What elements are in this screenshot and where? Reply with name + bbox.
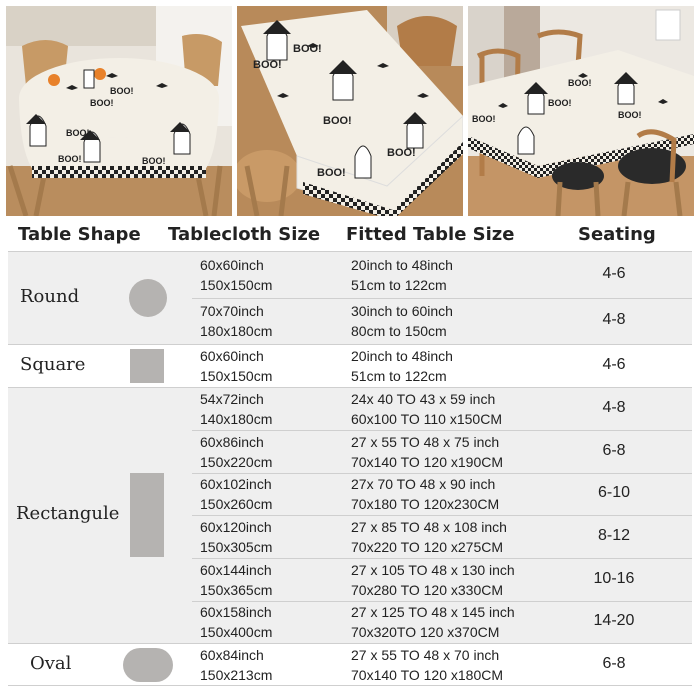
fitted-size-inch: 24x 40 TO 43 x 59 inch bbox=[351, 390, 496, 407]
tablecloth-size-inch: 60x60inch bbox=[200, 347, 264, 364]
header-tablecloth-size: Tablecloth Size bbox=[168, 224, 321, 245]
tablecloth-size-cm: 150x305cm bbox=[200, 538, 273, 555]
oval-shape-icon bbox=[123, 648, 173, 682]
tablecloth-size-cm: 150x400cm bbox=[200, 624, 273, 640]
shape-label-circle: Round bbox=[20, 285, 80, 307]
tablecloth-size-cm: 180x180cm bbox=[200, 323, 273, 339]
boo-word: BOO! bbox=[58, 154, 82, 164]
rectangle-shape-icon bbox=[130, 473, 164, 557]
fitted-size-cm: 70x140 TO 120 x180CM bbox=[351, 666, 504, 683]
tablecloth-size-inch: 60x84inch bbox=[200, 646, 264, 663]
fitted-size-inch: 20inch to 48inch bbox=[351, 256, 453, 273]
shape-label-rectangle: Rectangule bbox=[16, 503, 120, 524]
boo-word: BOO! bbox=[548, 98, 572, 108]
boo-word: BOO! bbox=[110, 86, 134, 96]
boo-word: BOO! bbox=[293, 43, 322, 55]
tablecloth-size-inch: 70x70inch bbox=[200, 303, 264, 319]
fitted-size-inch: 27 x 55 TO 48 x 75 inch bbox=[351, 433, 500, 450]
seating-value: 6-8 bbox=[602, 654, 626, 672]
tablecloth-size-inch: 60x120inch bbox=[200, 518, 272, 535]
fitted-size-cm: 51cm to 122cm bbox=[351, 367, 447, 384]
tablecloth-size-cm: 150x220cm bbox=[200, 453, 273, 470]
tablecloth-size-cm: 150x150cm bbox=[200, 276, 273, 293]
boo-word: BOO! bbox=[472, 114, 496, 124]
tablecloth-size-cm: 150x365cm bbox=[200, 581, 273, 598]
seating-value: 6-8 bbox=[602, 441, 626, 459]
seating-value: 4-8 bbox=[602, 311, 626, 328]
fitted-size-cm: 70x320TO 120 x370CM bbox=[351, 624, 500, 640]
seating-value: 4-6 bbox=[602, 355, 626, 373]
seating-value: 10-16 bbox=[593, 569, 635, 587]
tablecloth-size-inch: 60x102inch bbox=[200, 476, 272, 492]
fitted-size-inch: 30inch to 60inch bbox=[351, 303, 453, 319]
fitted-size-cm: 70x220 TO 120 x275CM bbox=[351, 538, 504, 555]
square-shape-icon bbox=[130, 349, 164, 383]
product-photos bbox=[0, 0, 700, 218]
tablecloth-size-cm: 140x180cm bbox=[200, 410, 273, 427]
fitted-size-inch: 20inch to 48inch bbox=[351, 347, 453, 364]
fitted-size-inch: 27 x 105 TO 48 x 130 inch bbox=[351, 561, 515, 578]
fitted-size-cm: 70x180 TO 120x230CM bbox=[351, 496, 500, 512]
tablecloth-size-cm: 150x150cm bbox=[200, 367, 273, 384]
tablecloth-size-inch: 60x144inch bbox=[200, 561, 272, 578]
boo-word: BOO! bbox=[387, 147, 416, 159]
boo-word: BOO! bbox=[317, 167, 346, 179]
seating-value: 4-8 bbox=[602, 398, 626, 416]
shape-label-square: Square bbox=[20, 353, 86, 375]
header-seating: Seating bbox=[578, 224, 656, 245]
fitted-size-cm: 70x140 TO 120 x190CM bbox=[351, 453, 504, 470]
circle-shape-icon bbox=[129, 279, 167, 317]
header-table-shape: Table Shape bbox=[18, 224, 141, 245]
tablecloth-size-inch: 60x60inch bbox=[200, 256, 264, 273]
seating-value: 14-20 bbox=[593, 612, 635, 629]
tablecloth-size-inch: 60x158inch bbox=[200, 604, 272, 620]
fitted-size-cm: 60x100 TO 110 x150CM bbox=[351, 410, 502, 427]
boo-word: BOO! bbox=[66, 128, 90, 138]
seating-value: 4-6 bbox=[602, 264, 626, 282]
fitted-size-cm: 80cm to 150cm bbox=[351, 323, 447, 339]
boo-word: BOO! bbox=[90, 98, 114, 108]
fitted-size-inch: 27x 70 TO 48 x 90 inch bbox=[351, 476, 496, 492]
boo-word: BOO! bbox=[323, 115, 352, 127]
shape-label-oval: Oval bbox=[30, 652, 72, 674]
boo-word: BOO! bbox=[142, 156, 166, 166]
group-divider bbox=[8, 643, 692, 644]
row-divider bbox=[192, 298, 692, 299]
fitted-size-inch: 27 x 125 TO 48 x 145 inch bbox=[351, 604, 515, 620]
fitted-size-inch: 27 x 85 TO 48 x 108 inch bbox=[351, 518, 507, 535]
rectangle-table-photo bbox=[237, 6, 463, 216]
table-bottom-border bbox=[8, 685, 692, 686]
fitted-size-cm: 70x280 TO 120 x330CM bbox=[351, 581, 504, 598]
fitted-size-cm: 51cm to 122cm bbox=[351, 276, 447, 293]
boo-word: BOO! bbox=[568, 78, 592, 88]
group-divider bbox=[8, 251, 692, 252]
boo-word: BOO! bbox=[253, 59, 282, 71]
size-table bbox=[0, 218, 700, 700]
tablecloth-size-cm: 150x260cm bbox=[200, 496, 273, 512]
header-fitted-table-size: Fitted Table Size bbox=[346, 224, 515, 245]
rectangle-table-photo-2 bbox=[468, 6, 694, 216]
seating-value: 8-12 bbox=[597, 526, 631, 544]
tablecloth-size-inch: 54x72inch bbox=[200, 390, 264, 407]
round-table-photo bbox=[6, 6, 232, 216]
tablecloth-size-cm: 150x213cm bbox=[200, 666, 273, 683]
group-divider bbox=[8, 387, 692, 388]
tablecloth-size-inch: 60x86inch bbox=[200, 433, 264, 450]
group-divider bbox=[8, 344, 692, 345]
fitted-size-inch: 27 x 55 TO 48 x 70 inch bbox=[351, 646, 500, 663]
seating-value: 6-10 bbox=[597, 484, 631, 501]
boo-word: BOO! bbox=[618, 110, 642, 120]
